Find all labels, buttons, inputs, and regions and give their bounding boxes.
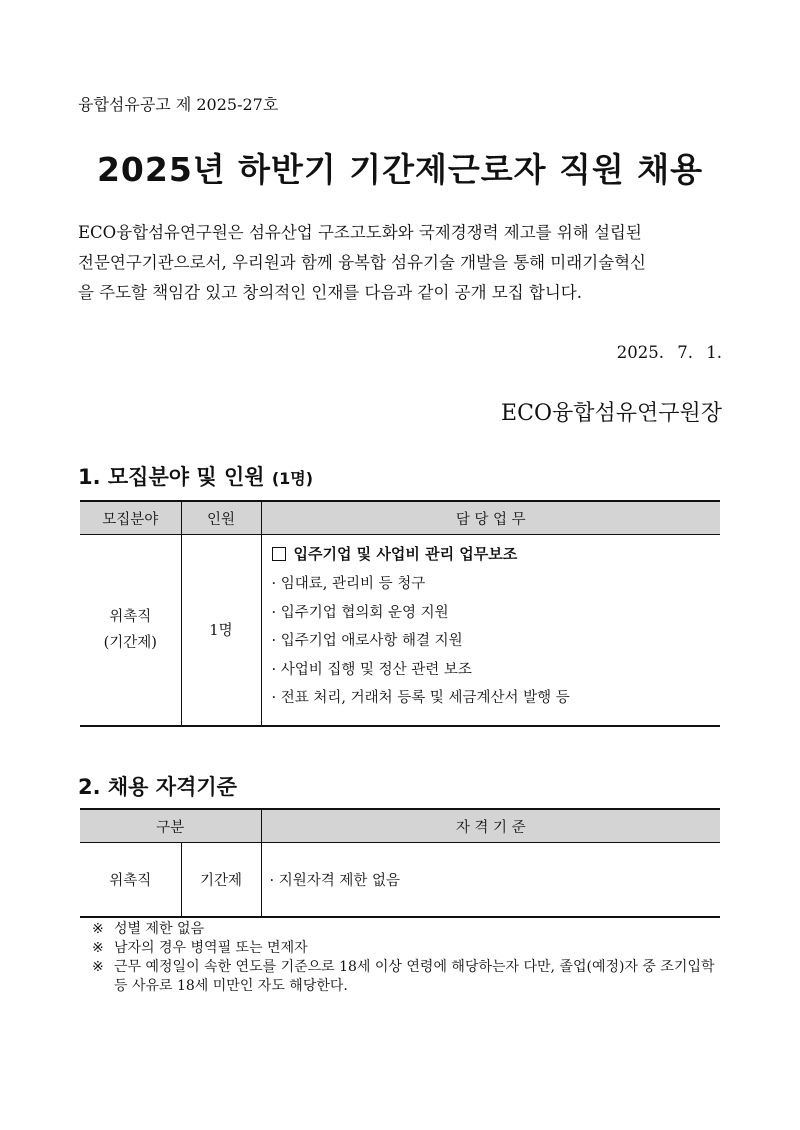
note-mark: ※ <box>92 921 104 937</box>
list-item: · 사업비 집행 및 정산 관련 보조 <box>271 661 472 678</box>
field-line: 위촉직 <box>109 608 152 625</box>
duty-heading <box>272 543 711 564</box>
note-mark: ※ <box>92 959 104 975</box>
recruitment-table <box>80 500 720 727</box>
note-text: 근무 예정일이 속한 연도를 기준으로 18세 이상 연령에 해당하는자 다만, 졸업(예정)자 중 조기입학 등 사유로 18세 미만인 자도 해당한다. <box>114 959 715 994</box>
field-cell <box>80 535 181 726</box>
qualification-table <box>80 808 720 918</box>
section-1-title: 1. 모집분야 및 인원 <box>78 465 265 489</box>
header-field: 모집분야 <box>80 501 181 535</box>
list-item: · 임대료, 관리비 등 청구 <box>271 576 426 592</box>
header-duties: 담 당 업 무 <box>261 501 720 535</box>
section-1-count: (1명) <box>271 469 314 488</box>
checkbox-icon <box>272 547 286 561</box>
notice-date: 2025. 7. 1. <box>616 343 722 362</box>
signer: ECO융합섬유연구원장 <box>501 401 722 426</box>
subcategory-cell: 기간제 <box>181 843 261 917</box>
header-headcount: 인원 <box>181 501 261 535</box>
intro-line: 전문연구기관으로서, 우리원과 함께 융복합 섬유기술 개발을 통해 미래기술혁신 <box>78 253 646 272</box>
note-item <box>92 939 722 958</box>
category-cell: 위촉직 <box>80 843 181 917</box>
headcount-cell: 1명 <box>181 535 261 726</box>
list-item: · 전표 처리, 거래처 등록 및 세금계산서 발행 등 <box>271 690 570 706</box>
list-item: · 입주기업 협의회 운영 지원 <box>271 604 449 621</box>
intro-line: ECO융합섬유연구원은 섬유산업 구조고도화와 국제경쟁력 제고를 위해 설립된 <box>78 223 642 242</box>
section-1-heading <box>78 461 313 491</box>
section-2-title: 2. 채용 자격기준 <box>78 775 237 799</box>
duty-list <box>272 570 711 713</box>
list-item: · 입주기업 애로사항 해결 지원 <box>271 633 463 649</box>
section-2-heading <box>78 771 237 801</box>
note-item <box>92 958 722 996</box>
page-title: 2025년 하반기 기간제근로자 직원 채용 <box>96 150 704 189</box>
intro-paragraph <box>78 218 723 308</box>
qualification-cell: · 지원자격 제한 없음 <box>261 843 720 917</box>
table-header-row <box>80 501 720 535</box>
note-item <box>92 920 722 939</box>
notice-number: 융합섬유공고 제 2025-27호 <box>78 95 279 114</box>
duty-title: 입주기업 및 사업비 관리 업무보조 <box>293 545 518 563</box>
table-row <box>80 535 720 726</box>
header-category: 구분 <box>80 809 261 843</box>
notes <box>92 920 722 996</box>
table-row <box>80 843 720 917</box>
note-text: 남자의 경우 병역필 또는 면제자 <box>114 940 308 956</box>
intro-line: 을 주도할 책임감 있고 창의적인 인재를 다음과 같이 공개 모집 합니다. <box>78 283 582 302</box>
note-text: 성별 제한 없음 <box>114 921 205 937</box>
header-qualification: 자 격 기 준 <box>261 809 720 843</box>
duties-cell <box>261 535 720 726</box>
table-header-row <box>80 809 720 843</box>
note-mark: ※ <box>92 940 104 956</box>
field-line: (기간제) <box>103 634 157 651</box>
